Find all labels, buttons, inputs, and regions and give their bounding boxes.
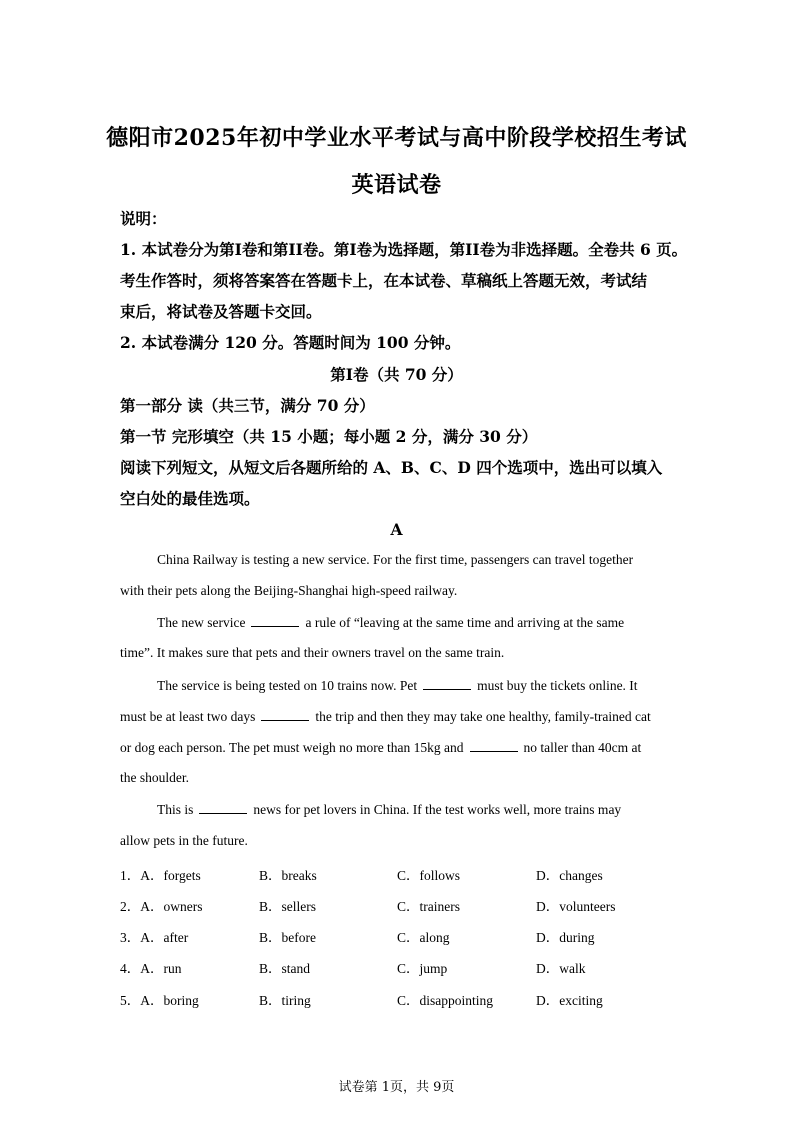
question-row <box>120 895 680 913</box>
passage-text: the trip and then they may take one healthy, family-trained cat <box>315 709 651 724</box>
passage-line <box>157 801 621 818</box>
passage-label: A <box>390 520 403 539</box>
question-row <box>120 957 680 975</box>
directions-line-2: 空白处的最佳选项。 <box>120 489 260 508</box>
instructions-heading: 说明： <box>120 209 167 228</box>
option-c: C．disappointing <box>397 993 494 1008</box>
page-footer: 试卷第 1页，共 9页 <box>338 1080 455 1095</box>
option-d: D．walk <box>536 961 586 976</box>
passage-text: news for pet lovers in China. If the test works well, more trains may <box>253 802 622 817</box>
question-row <box>120 926 680 944</box>
option-b: B．breaks <box>259 868 317 883</box>
option-b: B．sellers <box>259 899 316 914</box>
passage-text: The new service <box>157 615 246 630</box>
section-heading: 第一节 完形填空（共 15 小题；每小题 2 分，满分 30 分） <box>120 427 538 446</box>
passage-line <box>120 739 641 756</box>
option-d: D．during <box>536 930 595 945</box>
option-a: 4．A．run <box>120 961 182 976</box>
question-row <box>120 989 680 1007</box>
question-row <box>120 864 680 882</box>
option-d: D．exciting <box>536 993 603 1008</box>
blank-2 <box>423 677 471 690</box>
passage-text: This is <box>157 802 194 817</box>
passage-text: The service is being tested on 10 trains now. Pet <box>157 678 418 693</box>
exam-title: 德阳市2025年初中学业水平考试与高中阶段学校招生考试 <box>106 125 687 151</box>
option-d: D．changes <box>536 868 603 883</box>
passage-line <box>157 677 638 694</box>
passage-text: a rule of “leaving at the same time and arriving at the same <box>305 615 625 630</box>
passage-line: time”. It makes sure that pets and their owners travel on the same train. <box>120 645 505 660</box>
option-c: C．jump <box>397 961 448 976</box>
passage-line <box>120 708 651 725</box>
option-d: D．volunteers <box>536 899 616 914</box>
volume-heading: 第I卷（共 70 分） <box>330 365 463 384</box>
passage-line <box>157 614 624 631</box>
blank-3 <box>261 708 309 721</box>
passage-line: allow pets in the future. <box>120 833 248 848</box>
directions-line-1: 阅读下列短文，从短文后各题所给的 A、B、C、D 四个选项中，选出可以填入 <box>120 458 663 477</box>
option-c: C．along <box>397 930 450 945</box>
exam-subtitle: 英语试卷 <box>351 172 442 198</box>
blank-4 <box>470 739 518 752</box>
option-b: B．stand <box>259 961 311 976</box>
option-a: 5．A．boring <box>120 993 199 1008</box>
option-b: B．tiring <box>259 993 311 1008</box>
passage-text: no taller than 40cm at <box>523 740 642 755</box>
option-b: B．before <box>259 930 316 945</box>
passage-line: China Railway is testing a new service. For the first time, passengers can travel together <box>157 552 634 567</box>
option-a: 3．A．after <box>120 930 189 945</box>
instruction-line-4: 2. 本试卷满分 120 分。答题时间为 100 分钟。 <box>120 333 461 352</box>
option-c: C．follows <box>397 868 461 883</box>
passage-line: the shoulder. <box>120 770 189 785</box>
part-heading: 第一部分 读（共三节，满分 70 分） <box>120 396 375 415</box>
passage-text: or dog each person. The pet must weigh no more than 15kg and <box>120 740 464 755</box>
option-c: C．trainers <box>397 899 460 914</box>
instruction-line-3: 束后，将试卷及答题卡交回。 <box>120 302 322 321</box>
blank-5 <box>199 801 247 814</box>
instruction-line-1: 1. 本试卷分为第I卷和第II卷。第I卷为选择题，第II卷为非选择题。全卷共 6 页。 <box>120 240 688 259</box>
passage-text: must buy the tickets online. It <box>477 678 638 693</box>
passage-line: with their pets along the Beijing-Shanghai high-speed railway. <box>120 583 458 598</box>
passage-text: must be at least two days <box>120 709 256 724</box>
instruction-line-2: 考生作答时，须将答案答在答题卡上，在本试卷、草稿纸上答题无效，考试结 <box>120 271 648 290</box>
option-a: 1．A．forgets <box>120 868 201 883</box>
option-a: 2．A．owners <box>120 899 203 914</box>
blank-1 <box>251 614 299 627</box>
